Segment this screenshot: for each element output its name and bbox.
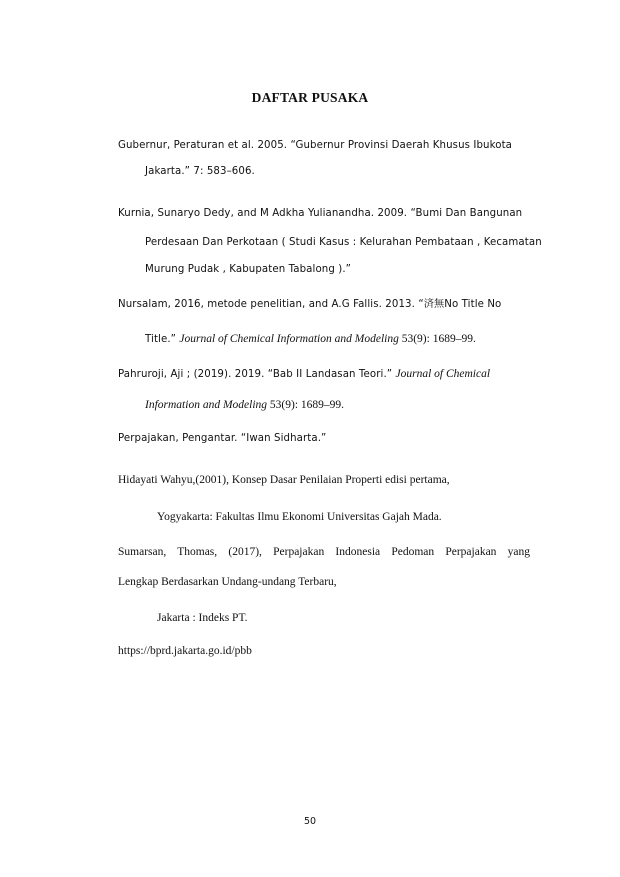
page-title: DAFTAR PUSAKA (251, 90, 369, 105)
page-number: 50 (303, 816, 317, 827)
reference-4-journal-part-1: Journal of Chemical (395, 368, 491, 380)
reference-3-line-2 (145, 332, 476, 347)
reference-4-line-2-tail: 53(9): 1689–99. (267, 399, 345, 411)
reference-3-line-2-plain: Title.” (145, 334, 180, 345)
reference-6-line-1: Hidayati Wahyu,(2001), Konsep Dasar Penilaian Properti edisi pertama, (118, 474, 450, 486)
reference-7-line-1: Sumarsan, Thomas, (2017), Perpajakan Indonesia Pedoman Perpajakan yang (118, 546, 530, 558)
reference-8-link[interactable]: https://bprd.jakarta.go.id/pbb (118, 645, 252, 657)
reference-3-line-1: Nursalam, 2016, metode penelitian, and A.G Fallis. 2013. “済無No Title No (118, 299, 502, 310)
reference-6-line-2: Yogyakarta: Fakultas Ilmu Ekonomi Universitas Gajah Mada. (157, 511, 442, 523)
reference-1-line-1: Gubernur, Peraturan et al. 2005. “Gubernur Provinsi Daerah Khusus Ibukota (118, 140, 513, 151)
reference-2-line-1: Kurnia, Sunaryo Dedy, and M Adkha Yulianandha. 2009. “Bumi Dan Bangunan (118, 208, 523, 219)
reference-2-line-3: Murung Pudak , Kabupaten Tabalong ).” (145, 264, 352, 275)
reference-3-journal: Journal of Chemical Information and Modeling (179, 333, 399, 345)
reference-4-journal-part-2: Information and Modeling (145, 399, 268, 411)
reference-3-line-2-tail: 53(9): 1689–99. (398, 333, 476, 345)
reference-7-line-3: Jakarta : Indeks PT. (157, 612, 248, 624)
reference-2-line-2: Perdesaan Dan Perkotaan ( Studi Kasus : Kelurahan Pembataan , Kecamatan (145, 237, 542, 248)
reference-5-line-1: Perpajakan, Pengantar. “Iwan Sidharta.” (118, 433, 327, 444)
reference-4-line-1 (118, 367, 490, 382)
reference-7-line-2: Lengkap Berdasarkan Undang-undang Terbaru, (118, 576, 337, 588)
reference-4-line-1-plain: Pahruroji, Aji ; (2019). 2019. “Bab II Landasan Teori.” (118, 369, 396, 380)
reference-1-line-2: Jakarta.” 7: 583–606. (145, 166, 255, 177)
reference-4-line-2 (145, 398, 344, 412)
